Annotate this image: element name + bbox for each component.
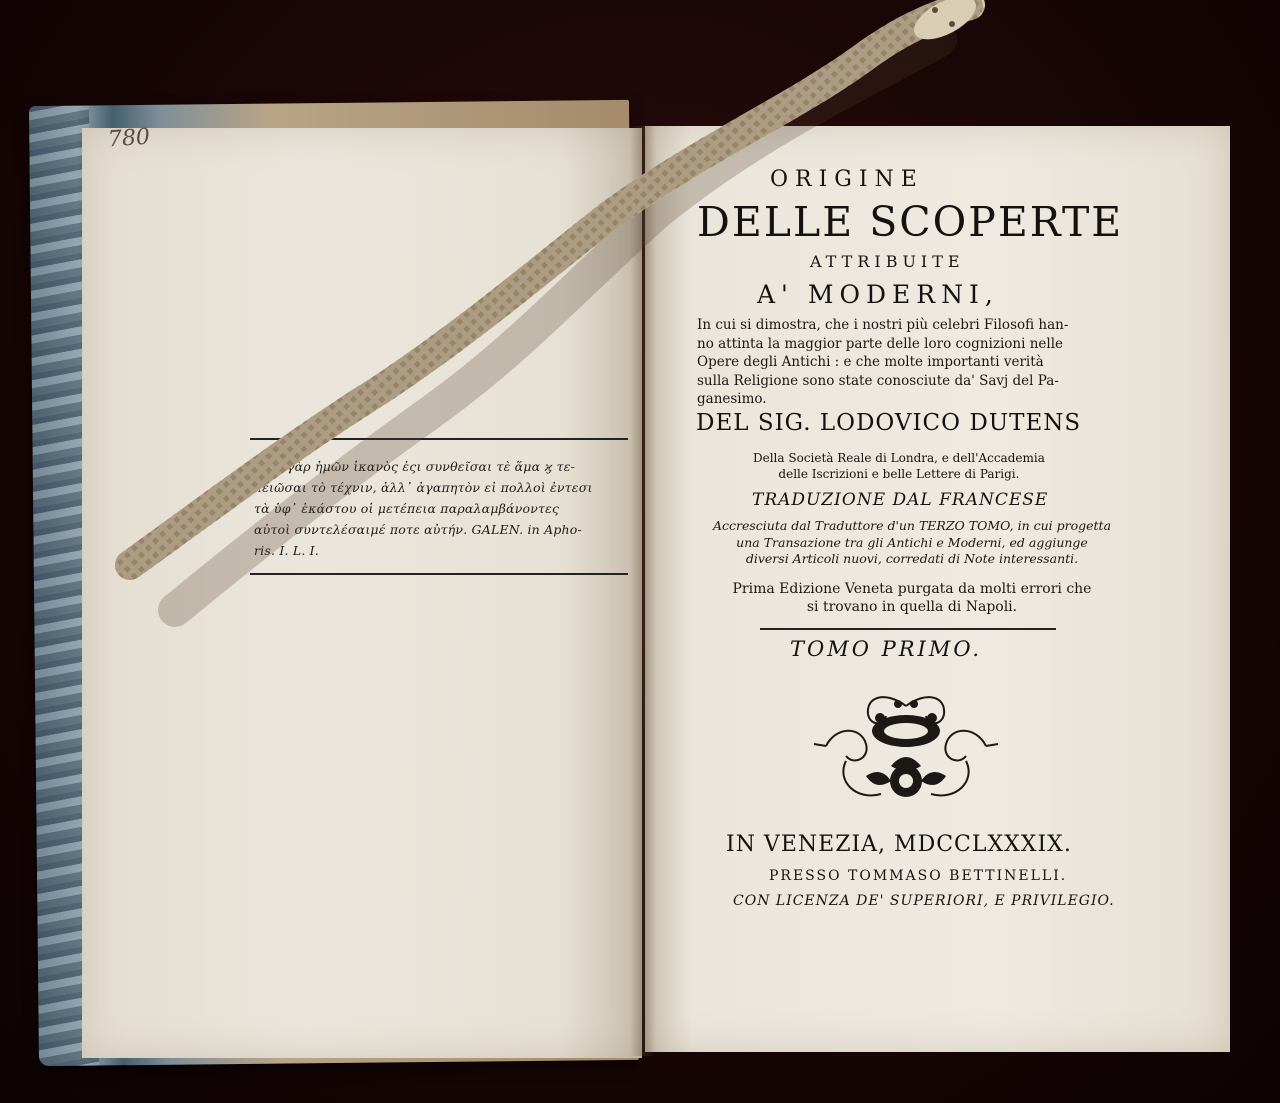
printers-ornament	[806, 686, 1006, 816]
title-description	[697, 316, 1117, 409]
divider-rule	[760, 628, 1056, 630]
addition-line: Accresciuta dal Traduttore d'un TERZO TOMO, in cui progetta	[712, 518, 1112, 533]
society-line: Della Società Reale di Londra, e dell'Accademia	[753, 451, 1045, 465]
edition-note	[712, 580, 1112, 616]
epigraph-line: ἐδὲς γὰρ ἡμῶν ἱκανὸς ἐςι συνθεῖσαι τὲ ἅμα ϗ τε-	[254, 459, 576, 474]
author-line: DEL SIG. LODOVICO DUTENS	[696, 410, 1082, 436]
epigraph-line: ris. I. L. I.	[254, 543, 319, 558]
description-line: no attinta la maggior parte delle loro cognizioni nelle	[697, 335, 1063, 352]
translation-line: TRADUZIONE DAL FRANCESE	[752, 490, 1049, 510]
description-line: Opere degli Antichi : e che molte importanti verità	[697, 354, 1044, 370]
addition-note	[697, 518, 1127, 568]
title-line-attribuite: ATTRIBUITE	[810, 252, 965, 271]
snake-head	[907, 0, 982, 48]
description-line: In cui si dimostra, che i nostri più celebri Filosofi han-	[697, 317, 1069, 333]
imprint-place-date: IN VENEZIA, MDCCLXXXIX.	[726, 832, 1072, 857]
volume-line: TOMO PRIMO.	[790, 637, 983, 661]
title-line-origine: ORIGINE	[770, 167, 924, 192]
addition-line: diversi Articoli nuovi, corredati di Note interessanti.	[745, 551, 1079, 566]
title-line-main: DELLE SCOPERTE	[697, 198, 1124, 246]
epigraph-line: λειῶσαι τὸ τέχνιν, ἀλλ᾽ ἀγαπητὸν εἰ πολλοὶ ἐντεσι	[254, 480, 593, 495]
description-line: ganesimo.	[697, 391, 767, 407]
society-line: delle Iscrizioni e belle Lettere di Parigi.	[778, 467, 1020, 481]
title-line-moderni: A' MODERNI,	[757, 280, 999, 309]
addition-line: una Transazione tra gli Antichi e Moderni, ed aggiunge	[736, 534, 1088, 550]
edition-line: Prima Edizione Veneta purgata da molti errori che	[732, 581, 1092, 597]
left-page	[82, 128, 642, 1058]
book-gutter	[630, 126, 656, 1056]
imprint-printer: PRESSO TOMMASO BETTINELLI.	[769, 868, 1068, 884]
imprint-license: CON LICENZA DE' SUPERIORI, E PRIVILEGIO.	[733, 893, 1115, 909]
edition-line: si trovano in quella di Napoli.	[806, 599, 1018, 615]
epigraph-line: τὰ ὑφ᾽ ἑκάστου οἱ μετέπεια παραλαμβάνοντες	[254, 501, 560, 516]
description-line: sulla Religione sono state conosciute da' Savj del Pa-	[697, 372, 1059, 389]
handwritten-note: 780	[107, 124, 151, 153]
epigraph-line: αὐτοὶ συντελέσαιμέ ποτε αὐτήν. GALEN. in Apho-	[254, 522, 582, 537]
society-lines	[753, 450, 1045, 482]
greek-epigraph	[250, 438, 628, 575]
